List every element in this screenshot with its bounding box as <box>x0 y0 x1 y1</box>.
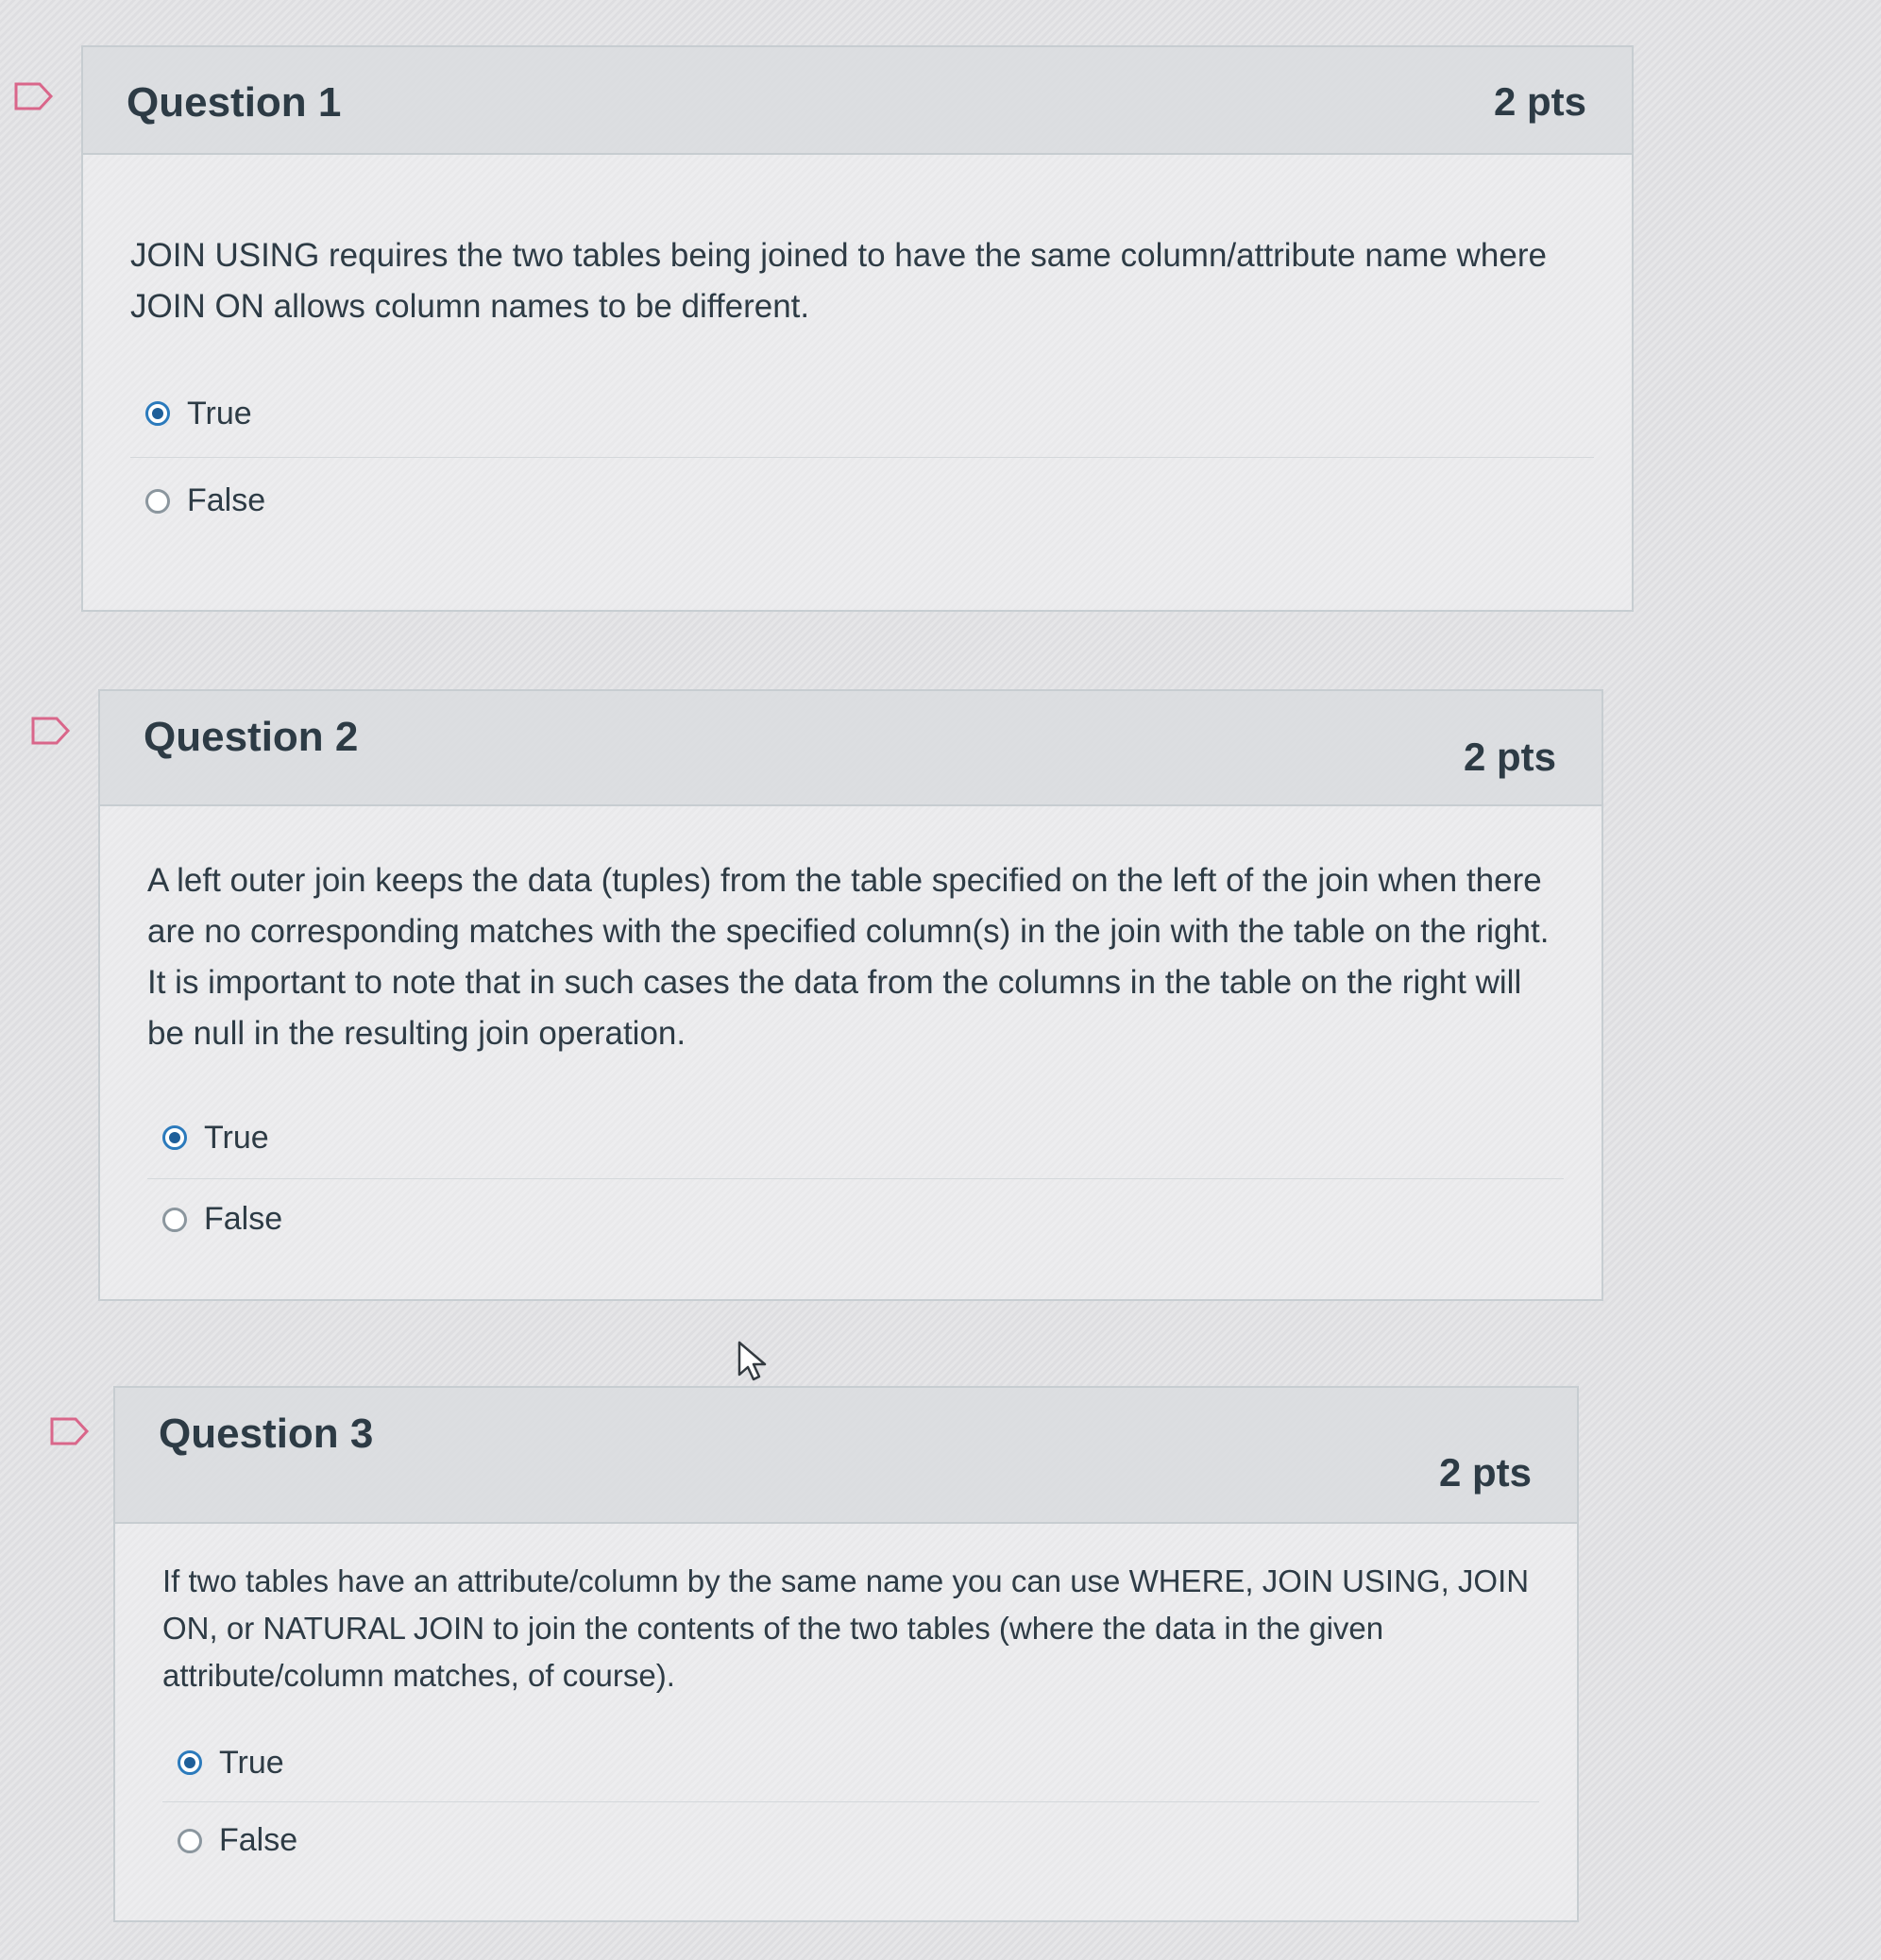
question-header <box>115 1388 1577 1524</box>
mouse-pointer-icon <box>737 1341 769 1382</box>
question-points: 2 pts <box>1463 735 1556 779</box>
flag-question-icon[interactable] <box>13 81 55 111</box>
answer-option-true[interactable] <box>130 370 1594 457</box>
question-text: JOIN USING requires the two tables being joined to have the same column/attribute name where JOIN ON allows column names to be different. <box>130 237 1547 325</box>
answer-label: False <box>219 1822 298 1858</box>
answer-label: False <box>187 482 266 518</box>
answer-label: True <box>187 395 252 431</box>
answer-option-false[interactable] <box>162 1801 1539 1879</box>
answer-list <box>147 1097 1564 1259</box>
question-title: Question 2 <box>144 714 359 760</box>
question-title: Question 3 <box>159 1411 374 1457</box>
question-points: 2 pts <box>1493 79 1586 124</box>
flag-question-icon[interactable] <box>49 1416 91 1446</box>
question-header <box>100 691 1601 806</box>
question-text: A left outer join keeps the data (tuples) from the table specified on the left of the join when there are no corresponding matches with the specified column(s) in the join with the table on the right. It is important to note that in such cases the data from the columns in the table on the right will be null in the resulting join operation. <box>147 862 1550 1052</box>
radio-unselected-icon[interactable] <box>145 489 170 514</box>
question-title: Question 1 <box>127 79 342 126</box>
answer-list <box>162 1724 1539 1879</box>
answer-option-true[interactable] <box>147 1097 1564 1178</box>
radio-unselected-icon[interactable] <box>178 1829 202 1853</box>
answer-label: False <box>204 1201 283 1237</box>
answer-option-false[interactable] <box>130 457 1594 544</box>
radio-selected-icon[interactable] <box>145 401 170 426</box>
flag-question-icon[interactable] <box>30 716 72 746</box>
answer-label: True <box>219 1744 284 1781</box>
question-text: If two tables have an attribute/column by the same name you can use WHERE, JOIN USING, JOIN ON, or NATURAL JOIN to join the contents of the two tables (where the data in the given attribute/column matches, of course). <box>162 1563 1530 1693</box>
question-1 <box>81 45 1634 612</box>
answer-option-false[interactable] <box>147 1178 1564 1259</box>
radio-unselected-icon[interactable] <box>162 1208 187 1232</box>
answer-option-true[interactable] <box>162 1724 1539 1801</box>
question-points: 2 pts <box>1438 1450 1532 1495</box>
radio-selected-icon[interactable] <box>178 1750 202 1775</box>
radio-selected-icon[interactable] <box>162 1125 187 1150</box>
answer-list <box>130 370 1594 544</box>
question-2 <box>98 689 1603 1301</box>
answer-label: True <box>204 1119 269 1156</box>
question-3 <box>113 1386 1579 1922</box>
question-header <box>83 47 1632 155</box>
